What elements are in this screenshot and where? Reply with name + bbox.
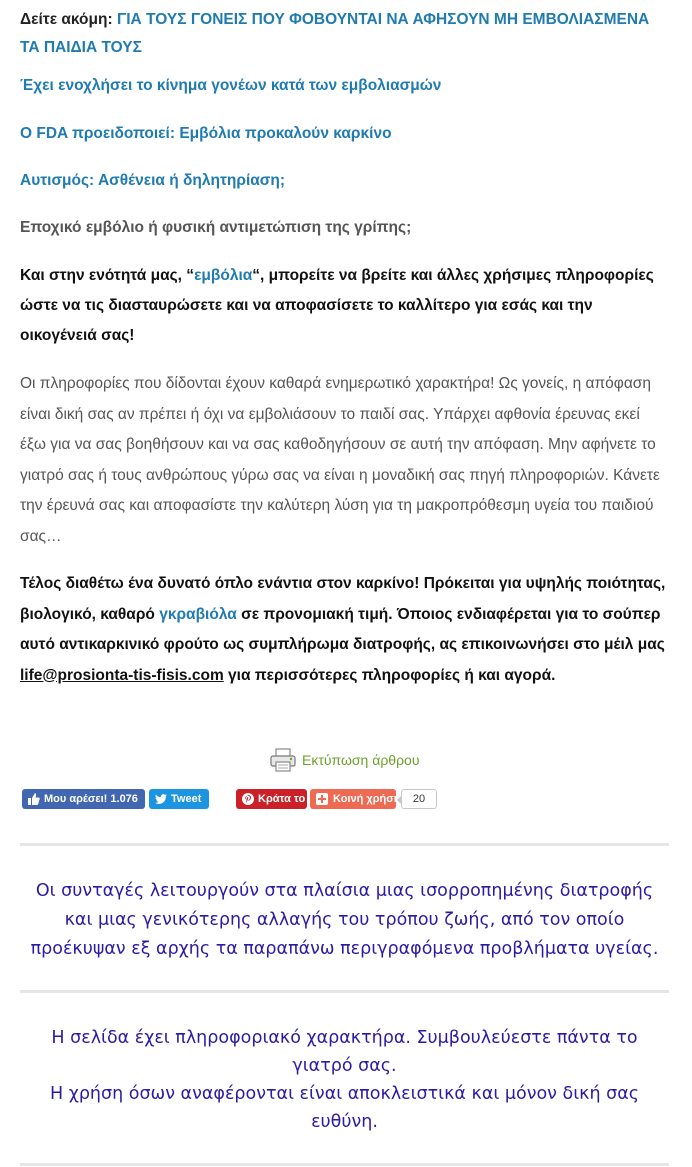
share-count: 20 [401, 789, 437, 809]
divider [20, 1163, 669, 1166]
pinterest-save-button[interactable] [236, 789, 307, 809]
disclaimer-line-2: Η χρήση όσων αναφέρονται είναι αποκλειστικά και μόνον δική σας ευθύνη. [49, 1084, 640, 1132]
recipes-notice: Οι συνταγές λειτουργούν στα πλαίσια μιας ισορροπημένης διατροφής και μιας γενικότερης αλλαγής του τρόπου ζωής, από τον οποίο προέκυψαν εξ αρχής τα παραπάνω περιγραφόμενα προβλήματα υγείας. [30, 881, 659, 959]
related-link-1[interactable]: Έχει ενοχλήσει το κίνημα γονέων κατά των εμβολιασμών [20, 77, 442, 94]
see-also [20, 0, 670, 62]
share-button[interactable] [310, 789, 401, 809]
article-content [20, 0, 670, 691]
graviola-text-mid: σε προνομιακή τιμή. Όποιος ενδιαφέρεται για το σούπερ αυτό αντικαρκινικό φρούτο ως συμπλήρωμα διατροφής, ας επικοινωνήσει στο μέιλ μας [20, 605, 665, 653]
graviola-link[interactable]: γκραβιόλα [159, 605, 237, 623]
print-article-button[interactable] [270, 746, 419, 774]
vaccines-section-link[interactable]: εμβόλια [194, 267, 253, 284]
disclaimer-notice [20, 1024, 669, 1136]
email-link[interactable]: life@prosionta-tis-fisis.com [20, 666, 224, 684]
share-label: Κοινή χρήση [333, 793, 401, 805]
graviola-paragraph [20, 569, 670, 691]
divider [20, 990, 669, 993]
related-text-4: Εποχικό εμβόλιο ή φυσική αντιμετώπιση της γρίπης; [20, 219, 412, 236]
related-link-2[interactable]: Ο FDA προειδοποιεί: Εμβόλια προκαλούν καρκίνο [20, 125, 392, 142]
divider [20, 843, 669, 846]
thumbs-up-icon [28, 793, 40, 805]
graviola-text-pre: Τέλος διαθέτω ένα δυνατό όπλο ενάντια στον καρκίνο! Πρόκειται για υψηλής ποιότητας, βιολογικό, καθαρό [20, 575, 666, 623]
see-also-link[interactable]: ΓΙΑ ΤΟΥΣ ΓΟΝΕΙΣ ΠΟΥ ΦΟΒΟΥΝΤΑΙ ΝΑ ΑΦΗΣΟΥΝ ΜΗ ΕΜΒΟΛΙΑΣΜΕΝΑ ΤΑ ΠΑΙΔΙΑ ΤΟΥΣ [20, 11, 650, 56]
info-paragraph: Οι πληροφορίες που δίδονται έχουν καθαρά ενημερωτικό χαρακτήρα! Ως γονείς, η απόφαση είναι δική σας αν πρέπει ή όχι να εμβολιάσουν το παιδί σας. Υπάρχει αφθονία έρευνας εκεί έξω για να σας βοηθήσουν και να σας καθοδηγήσουν σε αυτή την απόφαση. Μην αφήνετε το γιατρό σας ή τους ανθρώπους γύρω σας να είναι η μοναδική σας πηγή πληροφοριών. Κάνετε την έρευνά σας και αποφασίστε την καλύτερη λύση για τη μακροπρόθεσμη υγεία του παιδιού σας… [20, 375, 660, 545]
printer-icon [270, 748, 296, 772]
twitter-bird-icon [155, 794, 167, 804]
see-also-label: Δείτε ακόμη: [20, 11, 113, 28]
section-text-pre: Και στην ενότητά μας, “ [20, 267, 195, 284]
pinterest-label: Κράτα το [258, 793, 306, 805]
related-link-3[interactable]: Αυτισμός: Ασθένεια ή δηλητηρίαση; [20, 172, 286, 189]
facebook-like-button[interactable] [22, 789, 145, 809]
tweet-label: Tweet [171, 793, 202, 805]
graviola-text-post: για περισσότερες πληροφορίες ή και αγορά. [223, 666, 556, 684]
print-label: Εκτύπωση άρθρου [302, 752, 420, 768]
facebook-like-label: Μου αρέσει! 1.076 [44, 793, 138, 805]
section-text-post: “, μπορείτε να βρείτε και άλλες χρήσιμες πληροφορίες ώστε να τις διασταυρώσετε και να αποφασίσετε το καλλίτερο για εσάς και την οικογένειά σας! [20, 267, 654, 344]
section-paragraph [20, 261, 670, 351]
tweet-button[interactable] [149, 789, 209, 809]
plus-icon [316, 793, 328, 805]
disclaimer-line-1: Η σελίδα έχει πληροφοριακό χαρακτήρα. Συμβουλεύεστε πάντα το γιατρό σας. [51, 1028, 638, 1076]
pinterest-icon [242, 793, 254, 805]
